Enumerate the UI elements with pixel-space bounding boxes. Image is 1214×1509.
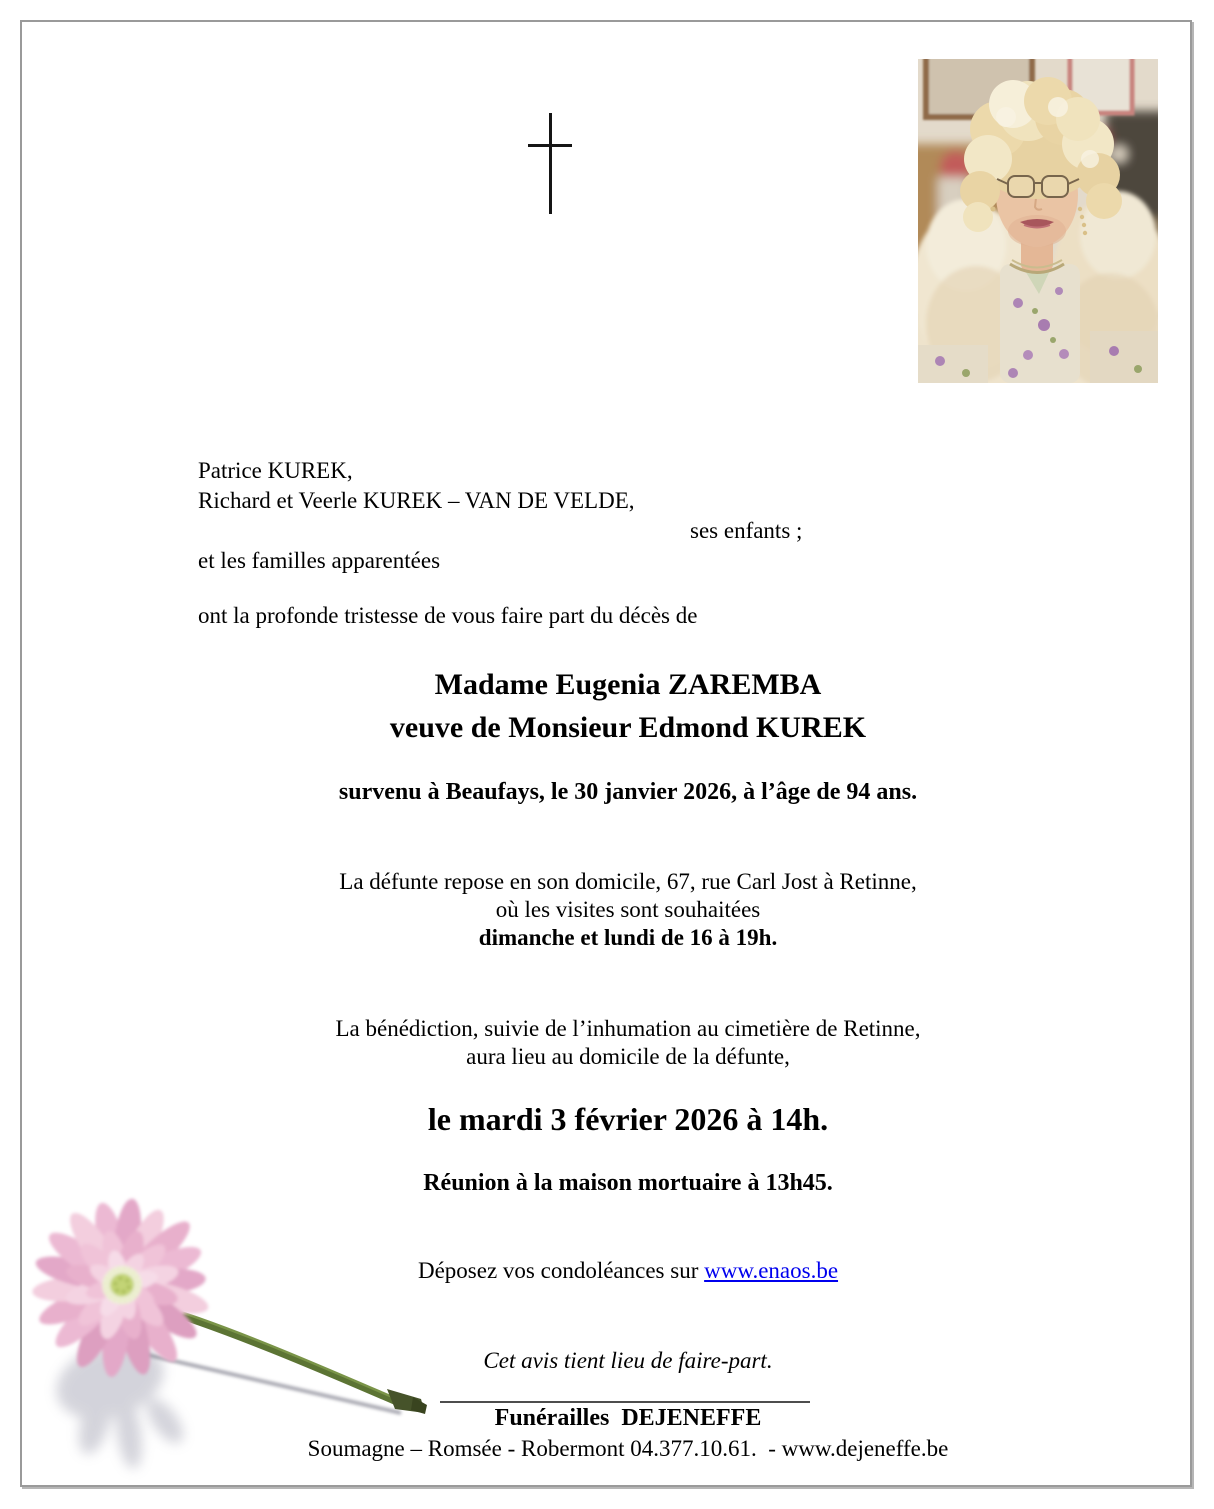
family-child2: Richard et Veerle KUREK – VAN DE VELDE, [198, 488, 635, 513]
announcement-line: ont la profonde tristesse de vous faire part du décès de [198, 603, 698, 628]
portrait-photo-image [918, 59, 1158, 383]
deceased-title [42, 663, 1214, 749]
funeral-home-name: Funérailles DEJENEFFE [494, 1405, 762, 1431]
ceremony-date: le mardi 3 février 2026 à 14h. [427, 1101, 829, 1137]
ceremony-block [42, 1015, 1214, 1071]
repose-line1: La défunte repose en son domicile, 67, rue Carl Jost à Retinne, [339, 869, 917, 894]
repose-line2: où les visites sont souhaitées [495, 897, 761, 922]
ceremony-line1: La bénédiction, suivie de l’inhumation au cimetière de Retinne, [335, 1016, 921, 1041]
flower-graphic [25, 1185, 445, 1487]
cross-icon-bar [528, 144, 572, 147]
condolences-text: Déposez vos condoléances sur [417, 1258, 705, 1283]
family-block [198, 456, 802, 576]
family-relation: ses enfants ; [690, 518, 803, 543]
footer-divider [440, 1401, 810, 1403]
deceased-widow-line: veuve de Monsieur Edmond KUREK [389, 711, 867, 744]
death-line: survenu à Beaufays, le 30 janvier 2026, à l’âge de 94 ans. [338, 779, 918, 805]
deceased-name: Madame Eugenia ZAREMBA [434, 668, 822, 701]
meeting-line: Réunion à la maison mortuaire à 13h45. [423, 1170, 833, 1196]
cross-icon [549, 113, 552, 214]
family-child1: Patrice KUREK, [198, 458, 353, 483]
family-families: et les familles apparentées [198, 548, 441, 573]
portrait-photo [918, 59, 1158, 383]
ceremony-line2: aura lieu au domicile de la défunte, [466, 1044, 790, 1069]
repose-visits-hours: dimanche et lundi de 16 à 19h. [478, 925, 778, 950]
repose-block [42, 868, 1214, 952]
condolences-link[interactable]: www.enaos.be [704, 1258, 839, 1283]
funeral-home-address: Soumagne – Romsée - Robermont 04.377.10.61. - www.dejeneffe.be [307, 1436, 949, 1461]
notice-line: Cet avis tient lieu de faire-part. [483, 1348, 773, 1373]
flower-image [25, 1185, 445, 1487]
